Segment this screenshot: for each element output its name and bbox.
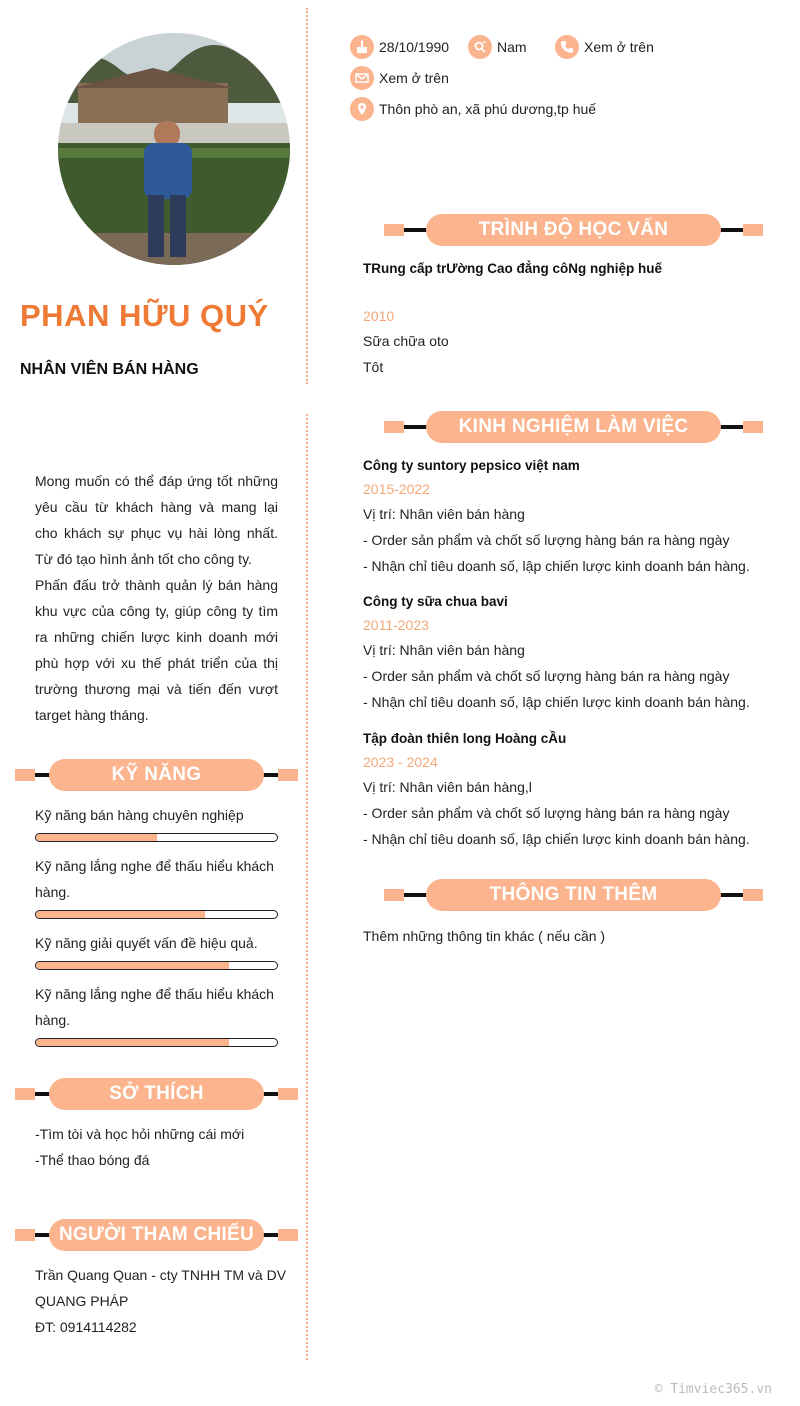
candidate-name: PHAN HỮU QUÝ [20, 298, 269, 333]
job-task: - Nhận chỉ tiêu doanh số, lập chiến lược kinh doanh bán hàng. [363, 694, 750, 710]
contact-email[interactable] [350, 65, 449, 91]
job-company: Tập đoàn thiên long Hoàng cẦu [363, 731, 567, 746]
skill-bar-fill [36, 962, 229, 969]
column-divider-bottom [306, 414, 308, 1360]
job-position: Vị trí: Nhân viên bán hàng,l [363, 779, 532, 795]
skill-bar-fill [36, 911, 205, 918]
hobby-item: -Tìm tòi và học hỏi những cái mới [35, 1126, 245, 1142]
skill-bar [35, 1038, 278, 1047]
location-icon [350, 97, 374, 121]
job-task: - Nhận chỉ tiêu doanh số, lập chiến lược kinh doanh bán hàng. [363, 831, 750, 847]
job-task: - Order sản phẩm và chốt số lượng hàng bán ra hàng ngày [363, 668, 730, 684]
email-icon [350, 66, 374, 90]
email-value: Xem ở trên [379, 70, 449, 86]
skill-label: Kỹ năng giải quyết vấn đề hiệu quả. [35, 935, 258, 951]
experience-title: KINH NGHIỆM LÀM VIỆC [426, 411, 721, 443]
education-grade: Tôt [363, 359, 384, 375]
skills-section-header [15, 759, 298, 791]
education-title: TRÌNH ĐỘ HỌC VẤN [426, 214, 721, 246]
watermark: © Timviec365.vn [654, 1382, 772, 1397]
phone-value: Xem ở trên [584, 39, 654, 55]
hobbies-section-header [15, 1078, 298, 1110]
additional-section-header [384, 879, 763, 911]
job-period: 2023 - 2024 [363, 754, 438, 770]
objective-paragraph-1: Mong muốn có thể đáp ứng tốt những yêu cầu từ khách hàng và mang lại cho khách sự phục vụ hài lòng nhất. Từ đó tạo hình ảnh tốt cho công ty. [35, 473, 278, 567]
skill-label: Kỹ năng bán hàng chuyên nghiệp [35, 807, 244, 823]
skill-bar [35, 961, 278, 970]
skill-bar-fill [36, 834, 157, 841]
address-value: Thôn phò an, xã phú dương,tp huế [379, 101, 597, 117]
job-task: - Order sản phẩm và chốt số lượng hàng bán ra hàng ngày [363, 805, 730, 821]
experience-section-header [384, 411, 763, 443]
skills-title: KỸ NĂNG [49, 759, 264, 791]
reference-line: Trần Quang Quan - cty TNHH TM và DV [35, 1267, 287, 1283]
reference-line: QUANG PHÁP [35, 1293, 129, 1309]
column-divider-top [306, 8, 308, 384]
skill-label: Kỹ năng lắng nghe để thấu hiểu khách hàng. [35, 986, 274, 1028]
references-title: NGƯỜI THAM CHIẾU [49, 1219, 264, 1251]
job-task: - Nhận chỉ tiêu doanh số, lập chiến lược kinh doanh bán hàng. [363, 558, 750, 574]
contact-address [350, 96, 596, 122]
phone-icon [555, 35, 579, 59]
job-company: Công ty suntory pepsico việt nam [363, 458, 580, 473]
contact-birthday [350, 34, 449, 60]
career-objective [35, 468, 278, 728]
education-school: TRung cấp trƯờng Cao đẳng côNg nghiệp huế [363, 261, 663, 276]
gender-value: Nam [497, 39, 527, 55]
skill-bar [35, 910, 278, 919]
job-company: Công ty sữa chua bavi [363, 594, 508, 609]
education-major: Sữa chữa oto [363, 333, 449, 349]
job-task: - Order sản phẩm và chốt số lượng hàng bán ra hàng ngày [363, 532, 730, 548]
contact-gender [468, 34, 527, 60]
birthday-value: 28/10/1990 [379, 39, 450, 55]
hobby-item: -Thể thao bóng đá [35, 1152, 150, 1168]
job-position: Vị trí: Nhân viên bán hàng [363, 506, 525, 522]
job-period: 2015-2022 [363, 481, 430, 497]
gender-icon [468, 35, 492, 59]
education-section-header [384, 214, 763, 246]
skill-bar-fill [36, 1039, 229, 1046]
skill-label: Kỹ năng lắng nghe để thấu hiểu khách hàng. [35, 858, 274, 900]
candidate-position: NHÂN VIÊN BÁN HÀNG [20, 361, 199, 378]
contact-phone[interactable] [555, 34, 654, 60]
job-position: Vị trí: Nhân viên bán hàng [363, 642, 525, 658]
hobbies-title: SỞ THÍCH [49, 1078, 264, 1110]
additional-text: Thêm những thông tin khác ( nếu cần ) [363, 928, 606, 944]
skill-bar [35, 833, 278, 842]
references-section-header [15, 1219, 298, 1251]
education-year: 2010 [363, 308, 395, 324]
profile-photo [58, 33, 290, 265]
additional-title: THÔNG TIN THÊM [426, 879, 721, 911]
cake-icon [350, 35, 374, 59]
objective-paragraph-2: Phấn đấu trở thành quản lý bán hàng khu vực của công ty, giúp công ty tìm ra những chiến lược kinh doanh mới phù hợp với xu thế phát triển của thị trường thương mại và tiến đến vượt target hàng tháng. [35, 577, 278, 723]
reference-phone: ĐT: 0914114282 [35, 1319, 137, 1335]
job-period: 2011-2023 [363, 617, 429, 633]
